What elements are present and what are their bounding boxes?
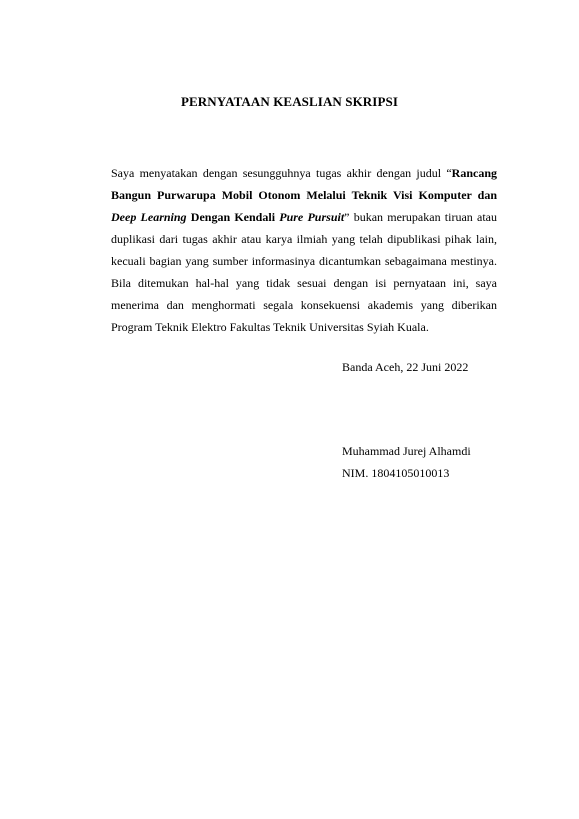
statement-rest: bukan merupakan tiruan atau duplikasi dari tugas akhir atau karya ilmiah yang telah dipublikasi pihak lain, kecuali bagian yang sumber informasinya dicantumkan sebagaimana mestinya. Bila ditemukan hal-hal yang tidak sesuai dengan isi pernyataan ini, saya menerima dan menghormati segala konsekuensi akademis yang diberikan Program Teknik Elektro Fakultas Teknik Universitas Syiah Kuala. [111, 210, 498, 334]
statement-intro: Saya menyatakan dengan sesungguhnya tugas akhir dengan judul “ [111, 166, 452, 180]
signer-name: Muhammad Jurej Alhamdi [342, 444, 471, 458]
thesis-title-italic1: Deep Learning [111, 210, 187, 224]
statement-paragraph [111, 162, 497, 338]
document-title: PERNYATAAN KEASLIAN SKRIPSI [180, 94, 398, 109]
signer-nim: NIM. 1804105010013 [342, 466, 450, 480]
thesis-title-italic2: Pure Pursuit [279, 210, 345, 224]
thesis-title-part2: Dengan Kendali [186, 210, 280, 224]
place-date: Banda Aceh, 22 Juni 2022 [342, 360, 469, 374]
thesis-title-part1: Rancang Bangun Purwarupa Mobil Otonom Melalui Teknik Visi Komputer dan [111, 166, 497, 202]
signature-block [342, 440, 471, 484]
closing-quote: ” [344, 210, 350, 224]
